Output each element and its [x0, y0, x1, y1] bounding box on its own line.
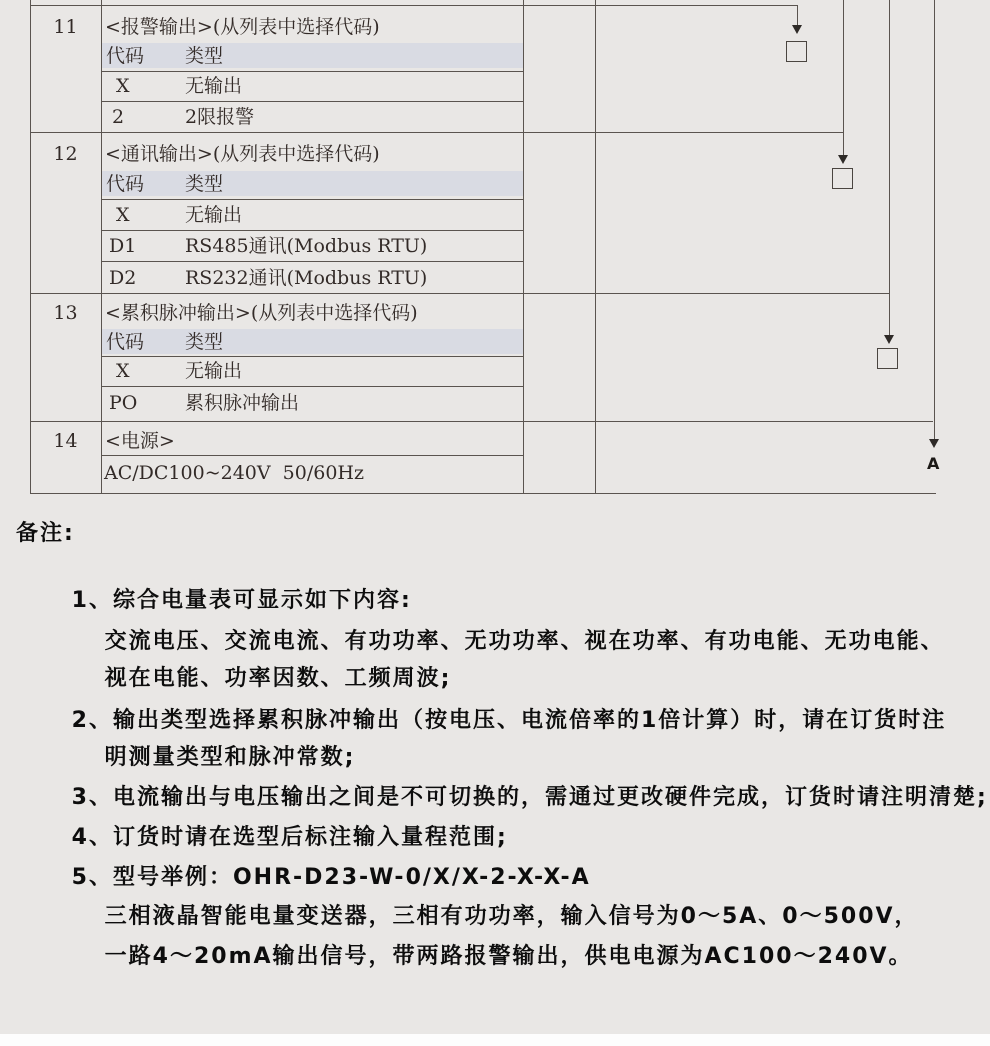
row11-row12-border: [30, 132, 843, 133]
row12-row13-border: [30, 293, 889, 294]
row11-subline-2: [101, 101, 523, 102]
row-title: <累积脉冲输出>(从列表中选择代码): [105, 302, 418, 324]
table-right-border: [595, 0, 596, 493]
page-bottom-margin: [0, 1034, 990, 1046]
arrow-down-icon: [838, 155, 848, 164]
note-text: 订货时请在选型后标注输入量程范围;: [112, 825, 508, 850]
row-title: <报警输出>(从列表中选择代码): [105, 16, 380, 38]
power-value: AC/DC100~240V 50/60Hz: [104, 462, 365, 484]
row-number: 12: [53, 143, 78, 165]
type-cell: 无输出: [185, 360, 243, 382]
row11-header-band: [102, 43, 523, 68]
note-text: 型号举例：OHR-D23-W-0/X/X-2-X-X-A: [112, 865, 591, 890]
table-left-border: [30, 0, 31, 493]
row14-subline-1: [101, 455, 523, 456]
code-header-cell: 代码: [106, 45, 145, 67]
arrow-down-icon: [929, 439, 939, 448]
note-line: [66, 918, 913, 996]
row-number: 14: [53, 430, 78, 452]
note-text: 输出类型选择累积脉冲输出（按电压、电流倍率的1倍计算）时，请在订货时注: [112, 708, 947, 733]
row12-subline-1: [101, 199, 523, 200]
note-text: 电流输出与电压输出之间是不可切换的，需通过更改硬件完成，订货时请注明清楚;: [112, 785, 988, 810]
code-cell: D2: [109, 267, 137, 289]
suffix-label-a: A: [927, 454, 940, 473]
order-code-checkbox-comm[interactable]: [832, 168, 853, 189]
row12-header-band: [102, 171, 523, 196]
table-col-divider-2: [523, 0, 524, 493]
selector-line-pulse: [889, 0, 890, 335]
code-cell: X: [116, 360, 130, 382]
code-cell: PO: [109, 392, 138, 414]
code-cell: X: [116, 75, 130, 97]
table-bottom-border: [30, 493, 936, 494]
code-cell: X: [116, 204, 130, 226]
selector-line-power: [934, 0, 935, 439]
row12-subline-3: [101, 261, 523, 262]
row11-subline-1: [101, 71, 523, 72]
order-code-checkbox-pulse[interactable]: [877, 348, 898, 369]
code-header-cell: 代码: [106, 331, 145, 353]
row-title: <通讯输出>(从列表中选择代码): [105, 143, 380, 165]
type-cell: RS485通讯(Modbus RTU): [185, 235, 428, 257]
note-text: 综合电量表可显示如下内容:: [112, 588, 412, 613]
type-cell: RS232通讯(Modbus RTU): [185, 267, 428, 289]
note-number: 1、: [71, 588, 113, 613]
arrow-down-icon: [884, 335, 894, 344]
notes-heading: 备注:: [16, 521, 75, 546]
note-number: 3、: [71, 785, 113, 810]
row11-top-border: [30, 5, 797, 6]
code-cell: D1: [109, 235, 137, 257]
type-cell: 累积脉冲输出: [185, 392, 300, 414]
note-number: 5、: [71, 865, 113, 890]
row13-subline-1: [101, 356, 523, 357]
row-number: 11: [53, 16, 78, 38]
note-number: 2、: [71, 708, 113, 733]
note-text: 明测量类型和脉冲常数;: [104, 745, 356, 770]
row12-subline-2: [101, 230, 523, 231]
note-number: 4、: [71, 825, 113, 850]
type-cell: 无输出: [185, 204, 243, 226]
type-header-cell: 类型: [185, 331, 224, 353]
code-header-cell: 代码: [106, 173, 145, 195]
selector-line-comm: [843, 0, 844, 155]
row13-header-band: [102, 329, 523, 354]
type-cell: 无输出: [185, 75, 243, 97]
arrow-down-icon: [792, 25, 802, 34]
row13-row14-border: [30, 421, 933, 422]
type-cell: 2限报警: [185, 106, 255, 128]
note-text: 交流电压、交流电流、有功功率、无功功率、视在功率、有功电能、无功电能、: [104, 629, 945, 654]
selector-line-alarm: [797, 5, 798, 27]
row-number: 13: [53, 302, 78, 324]
table-col-divider-1: [101, 0, 102, 493]
row-title: <电源>: [105, 430, 175, 452]
note-text: 一路4～20mA输出信号，带两路报警输出，供电电源为AC100～240V。: [104, 944, 913, 969]
order-code-checkbox-alarm[interactable]: [786, 41, 807, 62]
type-header-cell: 类型: [185, 173, 224, 195]
note-text: 三相液晶智能电量变送器，三相有功功率，输入信号为0～5A、0～500V，: [104, 904, 919, 929]
type-header-cell: 类型: [185, 45, 224, 67]
note-text: 视在电能、功率因数、工频周波;: [104, 666, 452, 691]
code-cell: 2: [112, 106, 125, 128]
row13-subline-2: [101, 386, 523, 387]
